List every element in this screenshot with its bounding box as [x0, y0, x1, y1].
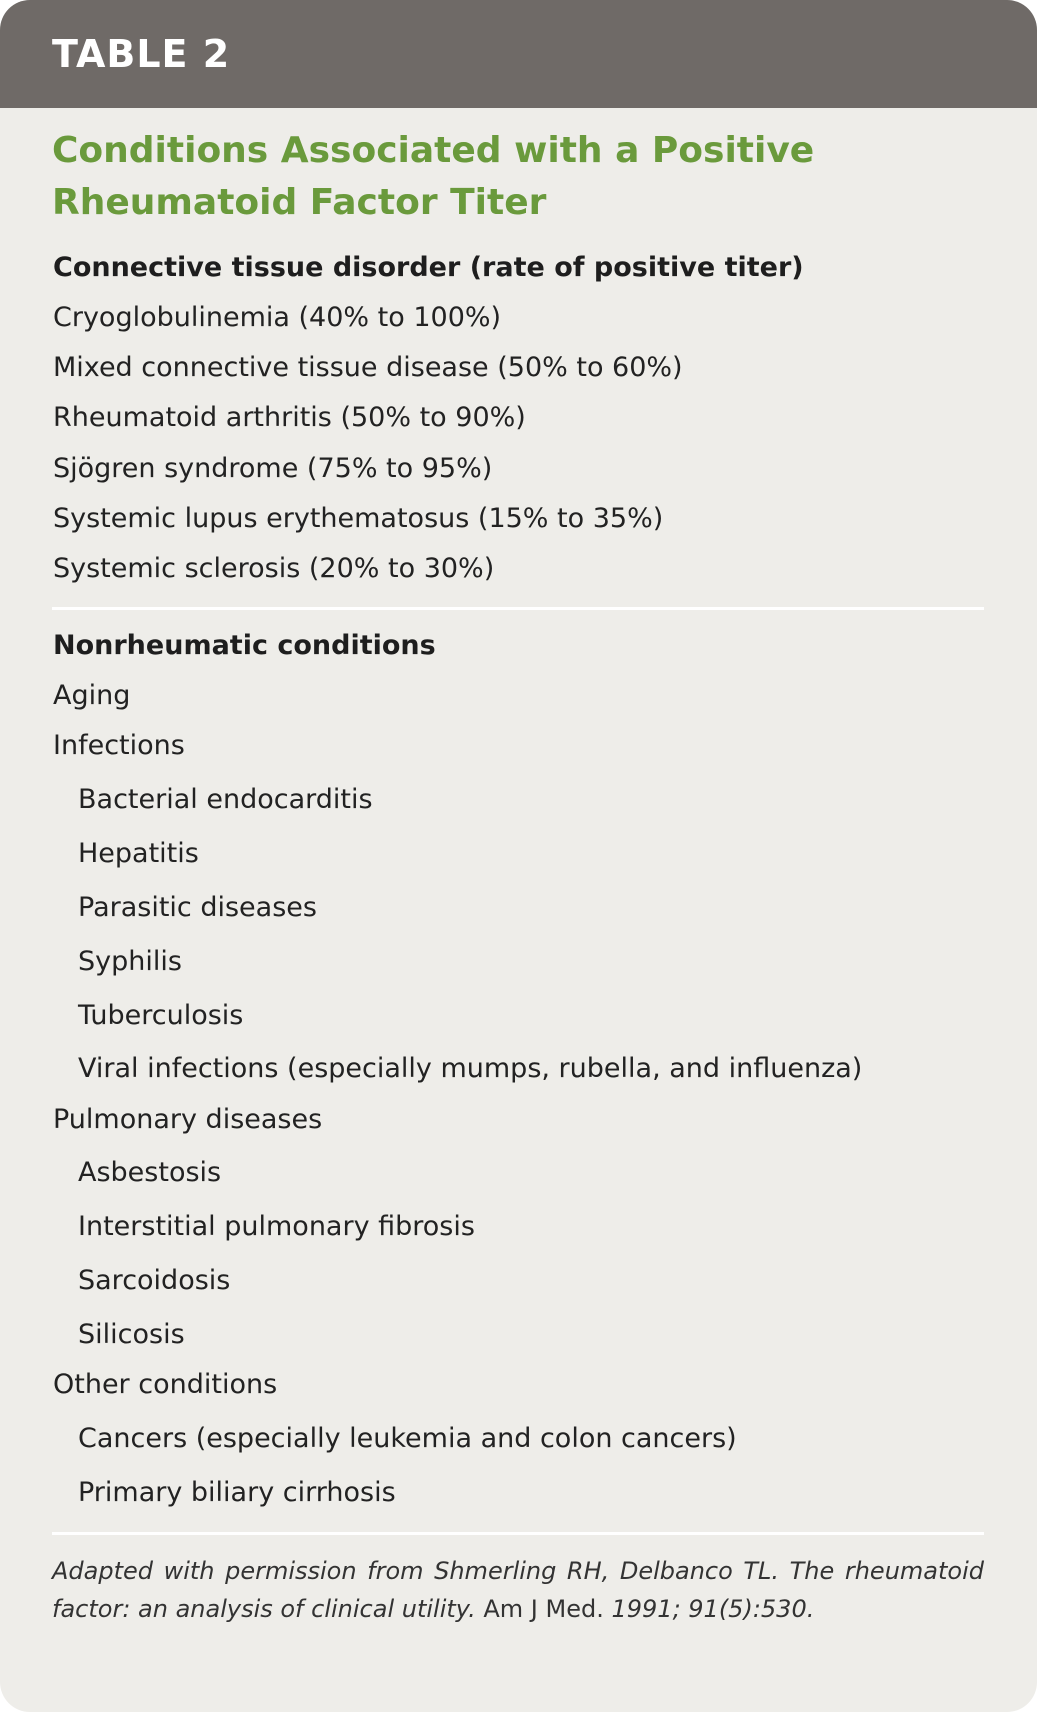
footnote-citation-text: Adapted with permission from Shmerling RH, Delbanco TL. The rheumatoid factor: an analysis of clinical utility.	[52, 1557, 984, 1623]
list-item: Infections	[53, 730, 185, 761]
list-item: Other conditions	[53, 1369, 278, 1400]
list-subitem: Asbestosis	[78, 1157, 222, 1188]
source-footnote	[52, 1552, 984, 1628]
list-item: Pulmonary diseases	[53, 1104, 323, 1135]
list-subitem: Hepatitis	[78, 838, 199, 869]
list-subitem: Silicosis	[78, 1319, 185, 1350]
footnote-journal: Am J Med.	[475, 1595, 612, 1623]
list-item: Cryoglobulinemia (40% to 100%)	[53, 302, 502, 333]
list-subitem: Interstitial pulmonary fibrosis	[78, 1211, 475, 1242]
table-header-bar	[0, 0, 1037, 108]
list-item: Mixed connective tissue disease (50% to 60%)	[53, 352, 683, 383]
footnote-divider	[52, 1532, 984, 1535]
table-title: Conditions Associated with a Positive Rheumatoid Factor Titer	[52, 130, 815, 223]
list-subitem: Syphilis	[78, 946, 182, 977]
section-heading-nonrheumatic: Nonrheumatic conditions	[53, 630, 436, 661]
section-divider	[52, 607, 984, 610]
table-number-label: TABLE 2	[52, 32, 231, 76]
list-subitem: Viral infections (especially mumps, rubella, and influenza)	[78, 1053, 863, 1084]
list-item: Systemic sclerosis (20% to 30%)	[53, 553, 495, 584]
list-item: Rheumatoid arthritis (50% to 90%)	[53, 402, 526, 433]
list-item: Sjögren syndrome (75% to 95%)	[53, 453, 493, 484]
list-item: Aging	[53, 680, 131, 711]
list-subitem: Tuberculosis	[78, 1000, 244, 1031]
list-item: Systemic lupus erythematosus (15% to 35%)	[53, 503, 664, 534]
list-subitem: Cancers (especially leukemia and colon cancers)	[78, 1423, 737, 1454]
footnote-volume: 1991; 91(5):530.	[611, 1595, 815, 1623]
list-subitem: Sarcoidosis	[78, 1265, 231, 1296]
list-subitem: Bacterial endocarditis	[78, 784, 373, 815]
list-subitem: Parasitic diseases	[78, 892, 317, 923]
list-subitem: Primary biliary cirrhosis	[78, 1477, 396, 1508]
section-heading-connective-tissue: Connective tissue disorder (rate of positive titer)	[53, 252, 804, 283]
